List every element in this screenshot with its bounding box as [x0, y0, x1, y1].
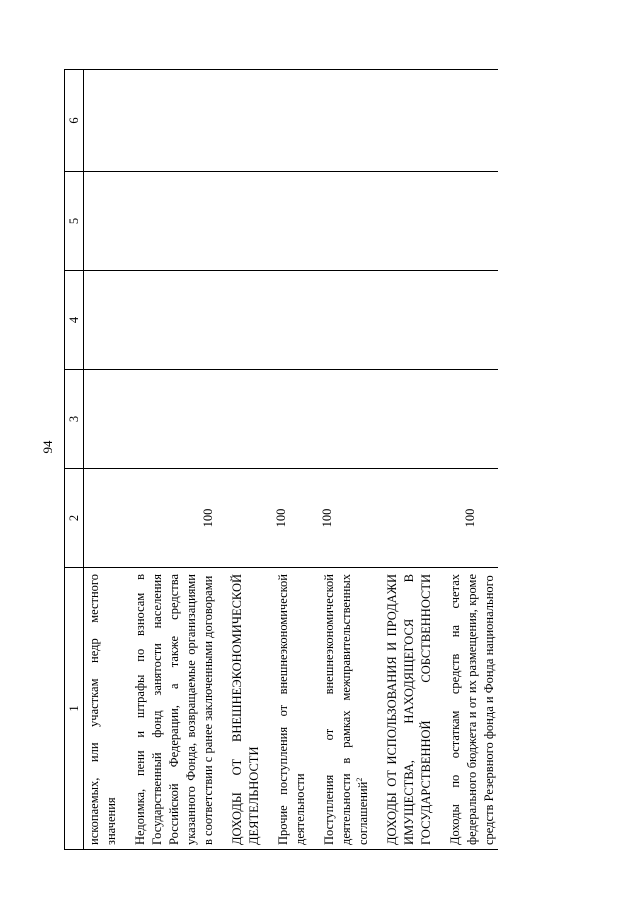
- column-header: 1: [65, 568, 84, 850]
- row-name: Доходы по остаткам средств на счетах федерального бюджета и от их размещения, кроме средств Резервного фонда и Фонда национального: [448, 574, 496, 845]
- table-row: [273, 70, 319, 850]
- table-row: [130, 70, 227, 850]
- column-header: 3: [65, 370, 84, 469]
- revenue-distribution-table: [64, 69, 498, 850]
- footnote-mark: 2: [354, 777, 364, 782]
- row-value: 100: [463, 508, 477, 528]
- row-name: Недоимка, пени и штрафы по взносам в Государственный фонд занятости населения Российской Федерации, а также средства указанного Фонда, возвращаемые организациями в соответствии с ранее заключенными договорами: [133, 574, 215, 845]
- table-row: [319, 70, 382, 850]
- column-header: 2: [65, 469, 84, 568]
- row-name: Поступления от внешнеэкономической деятельности в рамках межправительственных соглашений$^2$: [322, 574, 370, 845]
- table-row: [445, 70, 498, 850]
- row-value: 100: [201, 508, 215, 528]
- row-name: ископаемых, или участкам недр местного значения: [87, 574, 118, 845]
- column-header: 4: [65, 271, 84, 370]
- column-header: 5: [65, 172, 84, 271]
- table-row: [84, 70, 131, 850]
- row-name: ДОХОДЫ ОТ ВНЕШНЕЭКОНОМИЧЕСКОЙ ДЕЯТЕЛЬНОСТИ: [230, 574, 261, 845]
- column-header: 6: [65, 70, 84, 172]
- table-row: [227, 70, 273, 850]
- table-row: [382, 70, 445, 850]
- row-name: ДОХОДЫ ОТ ИСПОЛЬЗОВАНИЯ И ПРОДАЖИ ИМУЩЕСТВА, НАХОДЯЩЕГОСЯ В ГОСУДАРСТВЕННОЙ СОБСТВЕННОСТИ: [385, 574, 433, 845]
- rotated-page-content: [64, 70, 640, 850]
- row-name: Прочие поступления от внешнеэкономической деятельности: [276, 574, 307, 845]
- row-value: 100: [320, 508, 334, 528]
- table-header-row: [65, 70, 84, 850]
- row-value: 100: [274, 508, 288, 528]
- page-number: 94: [40, 440, 55, 454]
